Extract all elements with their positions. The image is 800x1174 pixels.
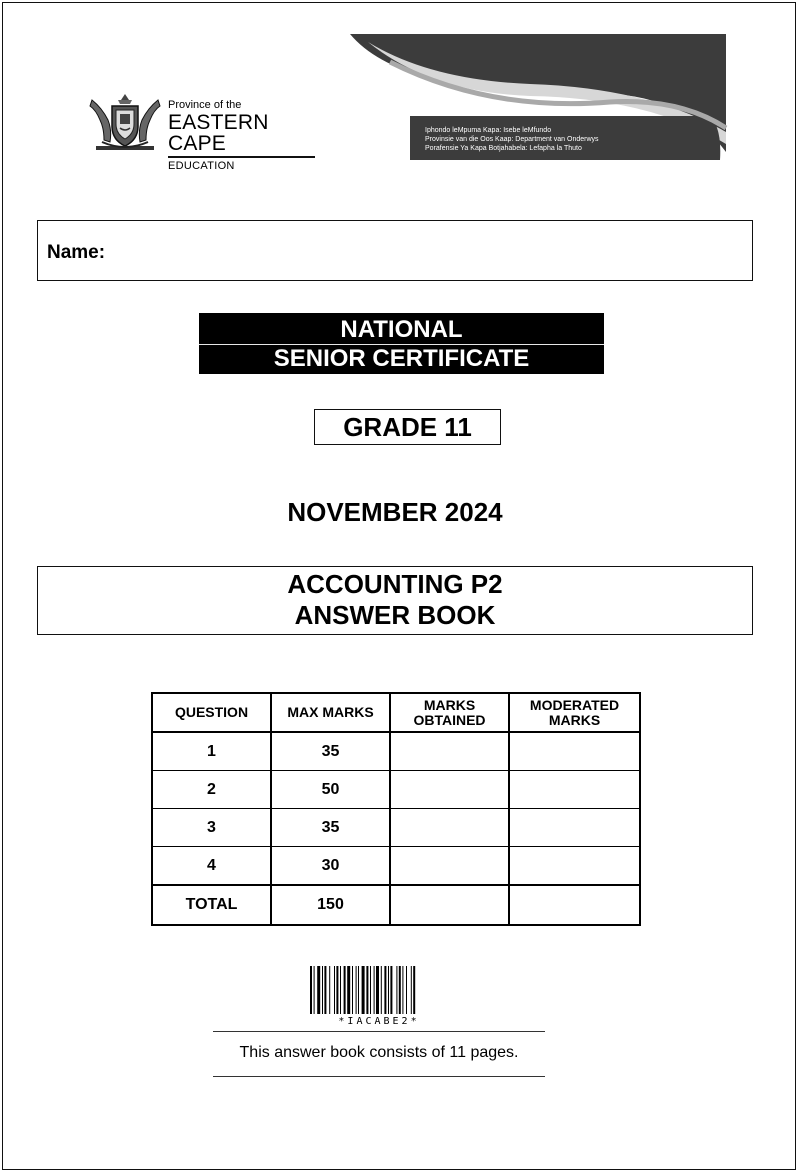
barcode-bar bbox=[399, 966, 401, 1014]
barcode-bar bbox=[402, 966, 403, 1014]
question-number: 3 bbox=[152, 809, 271, 847]
barcode-bar bbox=[370, 966, 371, 1014]
grade-box: GRADE 11 bbox=[314, 409, 501, 445]
certificate-line1: NATIONAL bbox=[340, 316, 463, 343]
barcode-bar bbox=[362, 966, 365, 1014]
eastern-cape-logo bbox=[86, 90, 326, 172]
certificate-banner bbox=[199, 313, 604, 374]
barcode-bar bbox=[317, 966, 320, 1014]
barcode-bar bbox=[340, 966, 341, 1014]
certificate-divider bbox=[199, 344, 604, 345]
header-moderated-line1: MODERATED bbox=[529, 696, 620, 713]
moderated-marks-cell[interactable] bbox=[509, 847, 640, 886]
logo-education-text: EDUCATION bbox=[168, 159, 235, 172]
header-question: QUESTION bbox=[152, 693, 271, 732]
max-marks-value: 35 bbox=[271, 809, 390, 847]
banner-line-xhosa: Iphondo leMpuma Kapa: Isebe leMfundo bbox=[425, 127, 552, 134]
header-moderated-marks bbox=[509, 693, 640, 732]
marks-obtained-cell[interactable] bbox=[390, 809, 509, 847]
table-row bbox=[152, 809, 640, 847]
header-marks-obtained-line1: MARKS bbox=[423, 696, 476, 713]
barcode-bar bbox=[413, 966, 415, 1014]
barcode-bar bbox=[322, 966, 323, 1014]
marks-obtained-cell[interactable] bbox=[390, 771, 509, 809]
max-marks-value: 50 bbox=[271, 771, 390, 809]
total-max-marks: 150 bbox=[271, 885, 390, 925]
total-moderated-cell[interactable] bbox=[509, 885, 640, 925]
barcode-bar bbox=[356, 966, 357, 1014]
question-number: 1 bbox=[152, 732, 271, 771]
barcode-bar bbox=[347, 966, 350, 1014]
barcode-bar bbox=[411, 966, 412, 1014]
moderated-marks-cell[interactable] bbox=[509, 771, 640, 809]
total-row bbox=[152, 885, 640, 925]
subject-title: ACCOUNTING P2 bbox=[287, 569, 503, 599]
header-marks-obtained-line2: OBTAINED bbox=[413, 711, 486, 728]
barcode-text: *IACABE2* bbox=[338, 1016, 420, 1027]
subject-subtitle: ANSWER BOOK bbox=[294, 600, 496, 630]
max-marks-value: 35 bbox=[271, 732, 390, 771]
footer-rule-bottom bbox=[213, 1076, 545, 1077]
name-label: Name: bbox=[47, 242, 106, 263]
barcode-bar bbox=[406, 966, 407, 1014]
marks-obtained-cell[interactable] bbox=[390, 847, 509, 886]
logo-province-text: Province of the bbox=[168, 99, 242, 111]
barcode-bar bbox=[324, 966, 326, 1014]
barcode-bar bbox=[329, 966, 330, 1014]
max-marks-value: 30 bbox=[271, 847, 390, 886]
barcode-bar bbox=[388, 966, 389, 1014]
barcode-bar bbox=[396, 966, 397, 1014]
coat-of-arms-icon bbox=[86, 90, 164, 154]
page-count-note: This answer book consists of 11 pages. bbox=[239, 1044, 519, 1061]
total-label: TOTAL bbox=[152, 885, 271, 925]
banner-line-afrikaans: Provinsie van die Oos Kaap: Department van Onderwys bbox=[425, 136, 599, 143]
barcode-bar bbox=[390, 966, 392, 1014]
moderated-marks-cell[interactable] bbox=[509, 809, 640, 847]
barcode-bar bbox=[352, 966, 353, 1014]
barcode-bar bbox=[336, 966, 338, 1014]
marks-table-header-row bbox=[152, 693, 640, 732]
marks-table bbox=[151, 692, 641, 926]
subject-box bbox=[37, 566, 753, 635]
header-moderated-line2: MARKS bbox=[548, 711, 601, 728]
table-row bbox=[152, 771, 640, 809]
barcode-bar bbox=[310, 966, 312, 1014]
barcode bbox=[309, 966, 449, 1014]
footer-rule-top bbox=[213, 1031, 545, 1032]
barcode-bar bbox=[374, 966, 375, 1014]
barcode-bar bbox=[358, 966, 359, 1014]
marks-obtained-cell[interactable] bbox=[390, 732, 509, 771]
table-row bbox=[152, 732, 640, 771]
name-field[interactable] bbox=[37, 220, 753, 281]
question-number: 4 bbox=[152, 847, 271, 886]
barcode-bar bbox=[376, 966, 379, 1014]
barcode-bar bbox=[366, 966, 368, 1014]
banner-line-sotho: Porafensie Ya Kapa Botjahabela: Lefapha la Thuto bbox=[425, 145, 582, 152]
header-max-marks: MAX MARKS bbox=[271, 693, 390, 732]
barcode-bar bbox=[344, 966, 346, 1014]
barcode-bar bbox=[381, 966, 382, 1014]
header-marks-obtained bbox=[390, 693, 509, 732]
banner-department-text bbox=[425, 126, 599, 153]
barcode-bar bbox=[334, 966, 335, 1014]
table-row bbox=[152, 847, 640, 886]
question-number: 2 bbox=[152, 771, 271, 809]
barcode-bar bbox=[384, 966, 386, 1014]
logo-underline bbox=[168, 156, 315, 158]
moderated-marks-cell[interactable] bbox=[509, 732, 640, 771]
total-obtained-cell[interactable] bbox=[390, 885, 509, 925]
logo-eastern-cape-text: EASTERN CAPE bbox=[168, 111, 269, 155]
certificate-line2: SENIOR CERTIFICATE bbox=[273, 345, 530, 372]
exam-date: NOVEMBER 2024 bbox=[287, 497, 503, 527]
barcode-bar bbox=[314, 966, 315, 1014]
